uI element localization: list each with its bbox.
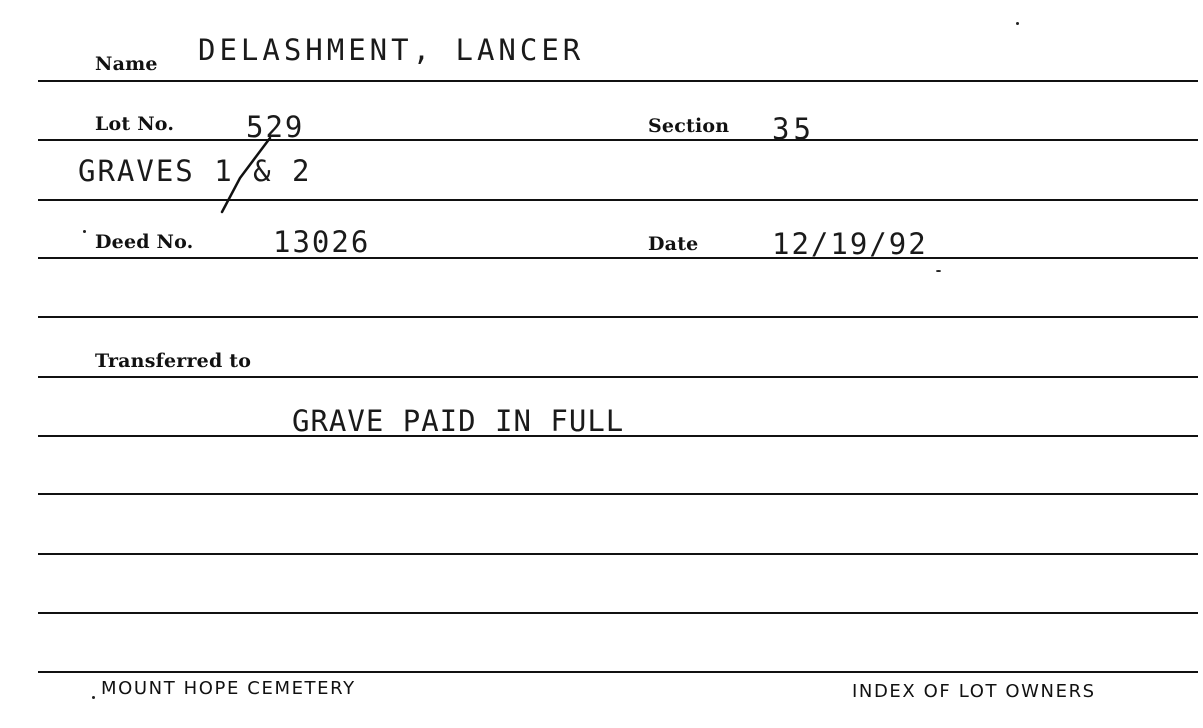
scan-speck (1016, 22, 1019, 25)
rule-lot (38, 139, 1198, 141)
lot-value: 529 (246, 110, 305, 144)
scan-speck (83, 230, 86, 233)
footer-index-title: INDEX OF LOT OWNERS (852, 681, 1096, 702)
rule-footer (38, 671, 1198, 673)
scan-speck (92, 696, 95, 699)
rule-name (38, 80, 1198, 82)
rule-blank-2 (38, 493, 1198, 495)
section-label: Section (648, 115, 730, 137)
rule-graves (38, 199, 1198, 201)
date-value: 12/19/92 (772, 227, 928, 261)
deed-value: 13026 (273, 225, 371, 259)
name-value: DELASHMENT, LANCER (198, 33, 585, 67)
rule-deed (38, 257, 1198, 259)
paid-note: GRAVE PAID IN FULL (292, 404, 625, 438)
transferred-label: Transferred to (95, 350, 252, 372)
date-label: Date (648, 233, 699, 255)
name-label: Name (95, 53, 158, 75)
footer-cemetery: MOUNT HOPE CEMETERY (101, 678, 356, 699)
scan-speck (936, 270, 941, 272)
deed-label: Deed No. (95, 231, 194, 253)
rule-transferred (38, 376, 1198, 378)
section-value: 35 (772, 112, 815, 146)
rule-blank-1 (38, 316, 1198, 318)
graves-line: GRAVES 1 & 2 (78, 154, 312, 188)
rule-blank-4 (38, 612, 1198, 614)
lot-label: Lot No. (95, 113, 175, 135)
rule-blank-3 (38, 553, 1198, 555)
